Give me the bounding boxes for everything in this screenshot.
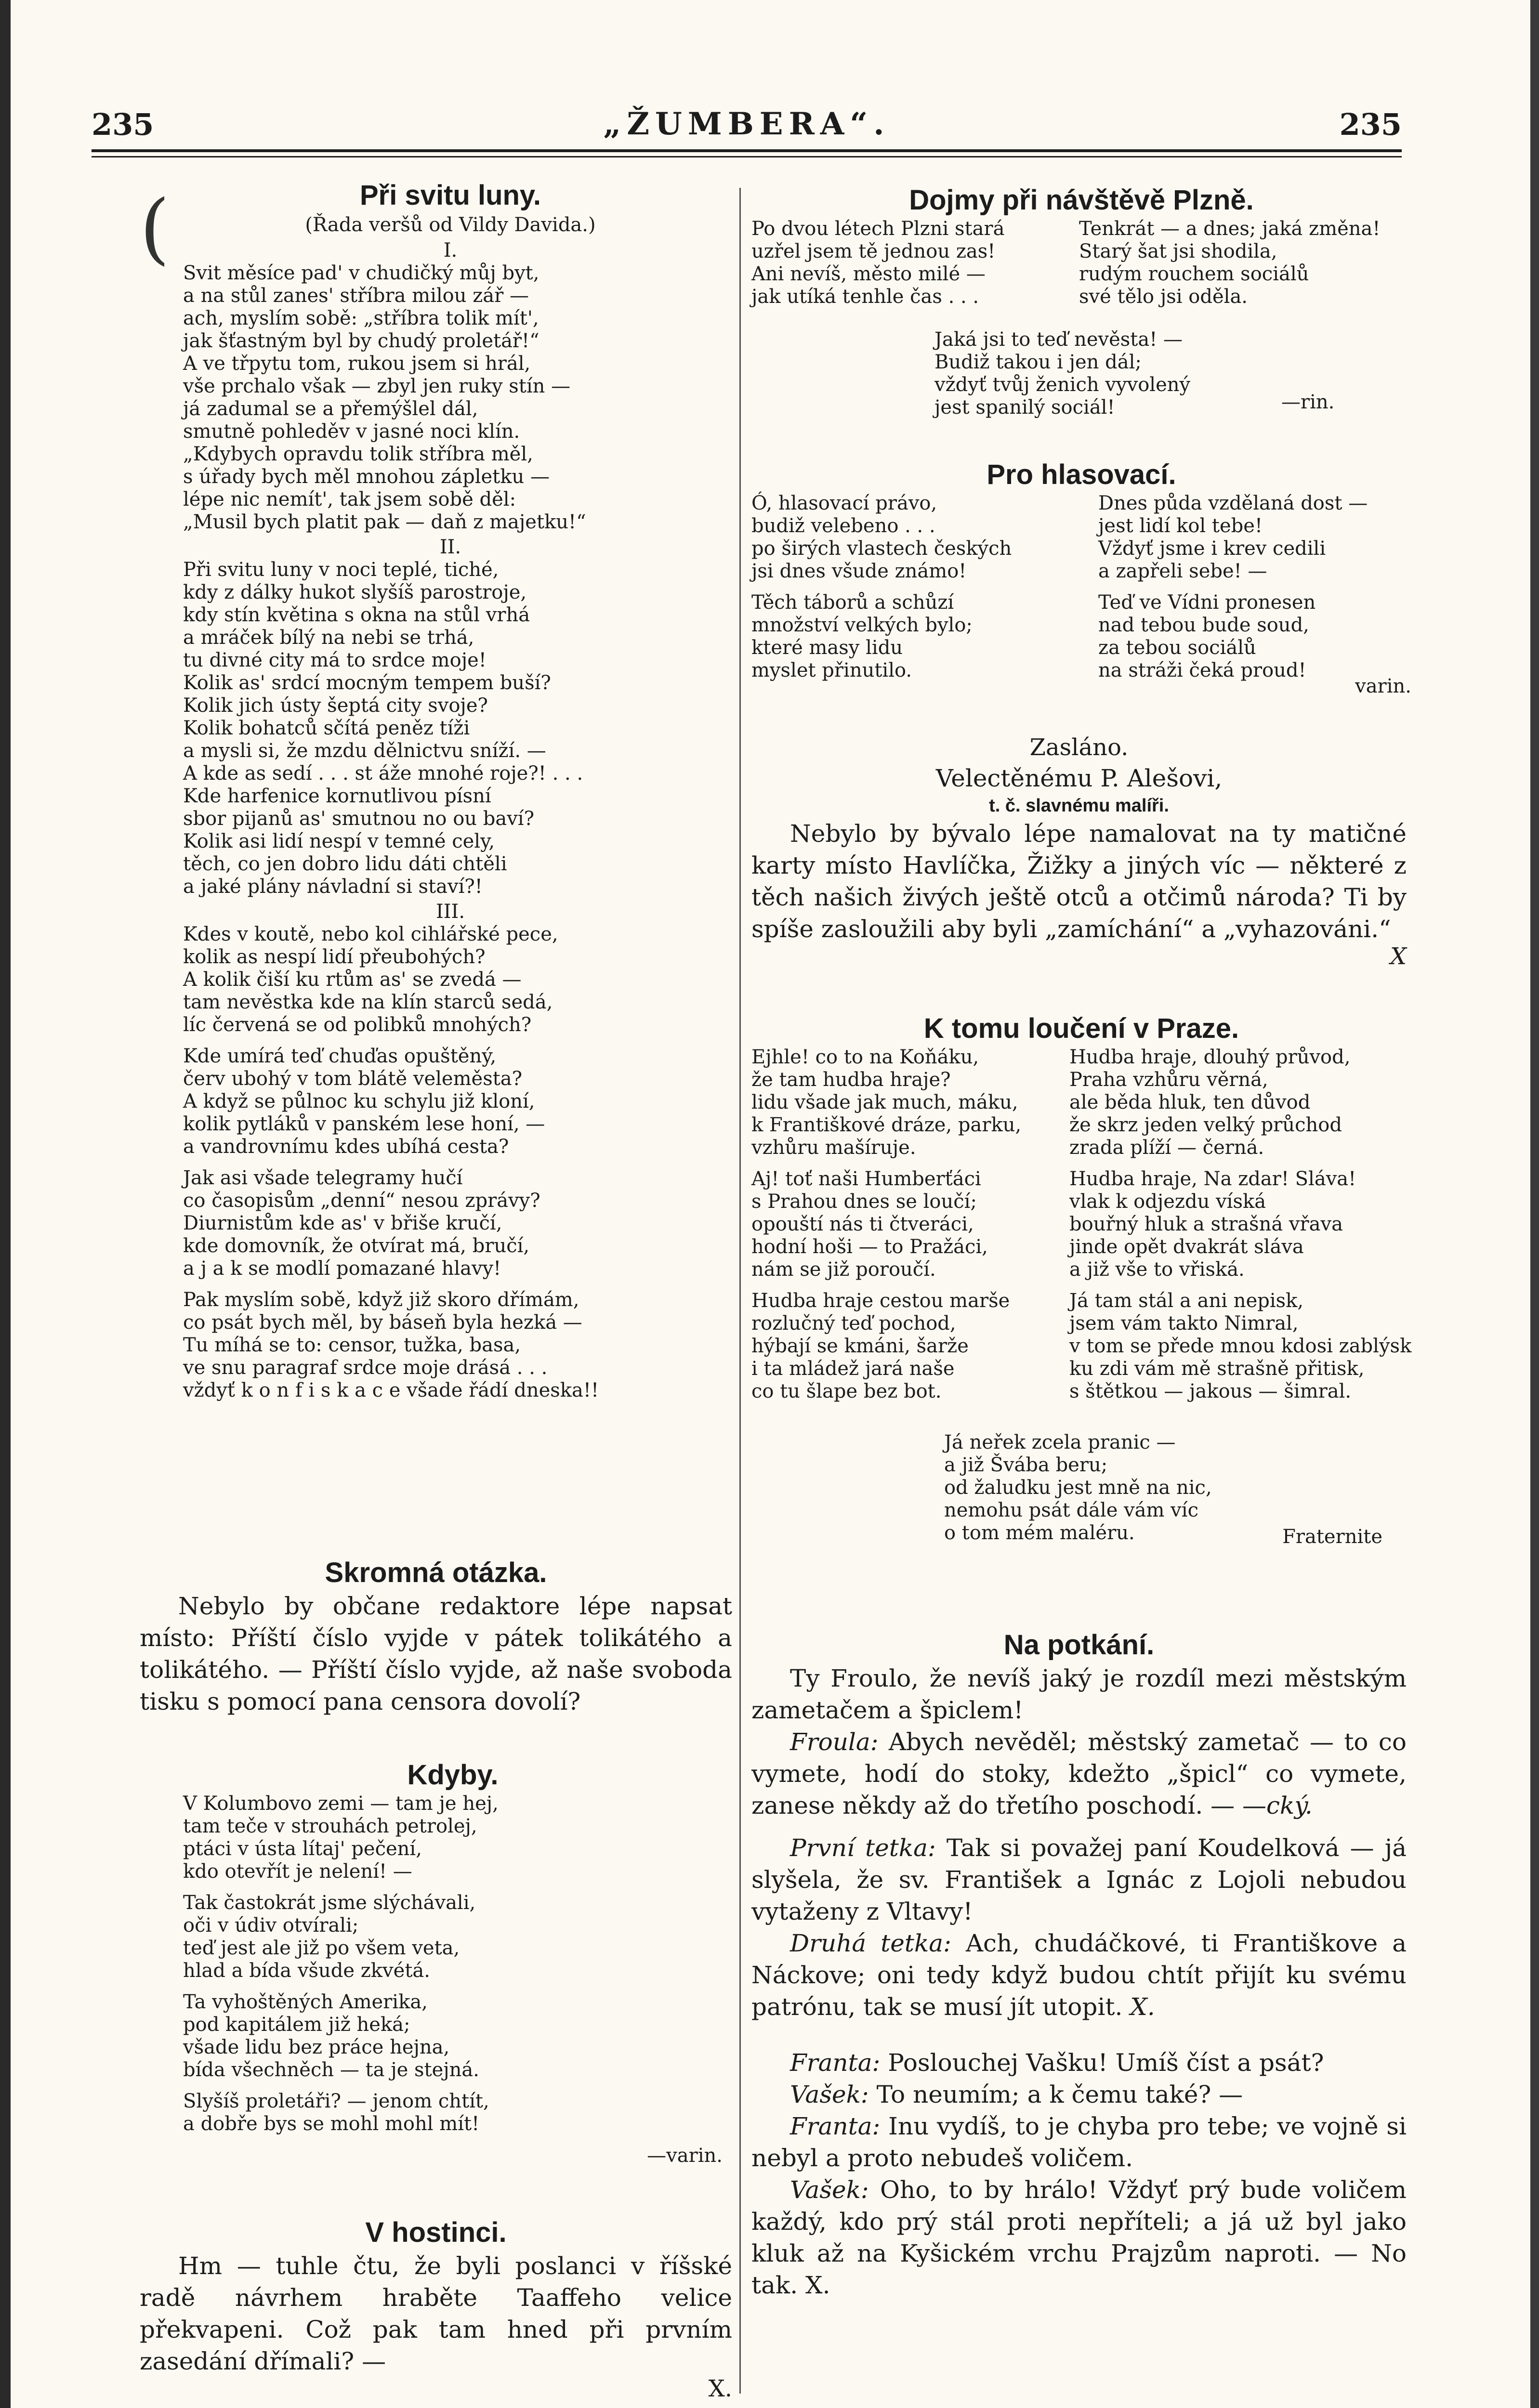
article-title: Skromná otázka. [325, 1557, 547, 1588]
poem-kdyby [183, 1758, 723, 2167]
stanza [751, 492, 1060, 583]
poem-line: Hudba hraje cestou marše [751, 1290, 1010, 1312]
poem-line: rudým rouchem sociálů [1079, 263, 1309, 285]
poem-line: Jaká jsi to teď nevěsta! — [934, 328, 1183, 351]
poem-line: a již Švába beru; [944, 1454, 1108, 1476]
stanza [183, 2090, 723, 2135]
poem-line: Kolik asi lidí nespí v temné cely, [183, 830, 495, 852]
poem-line: oči v údiv otvírali; [183, 1914, 359, 1937]
poem-line: kdy stín květina s okna na stůl vrhá [183, 604, 530, 626]
stanza [183, 1892, 723, 1982]
spacer [751, 2023, 1407, 2047]
poem-line: vlak k odjezdu víská [1069, 1191, 1266, 1213]
poem-line: uzřel jsem tě jednou zas! [751, 240, 996, 262]
dialogue-paragraph [751, 2174, 1407, 2301]
poem-line: V Kolumbovo zemi — tam je hej, [183, 1793, 499, 1815]
signature: X. [805, 2271, 830, 2299]
article-text: Hm — tuhle čtu, že byli poslanci v říšské radě návrhem hraběte Taaffeho velice překvapeni. Což pak tam hned při prvním zasedání dřímali? — [140, 2252, 732, 2375]
poem-line: A kolik čiší ku rtům as' se zvedá — [183, 968, 522, 991]
poem-line: jsem vám takto Nimral, [1069, 1312, 1299, 1335]
scan-edge-right [1530, 0, 1539, 2408]
poem-line: co tu šlape bez bot. [751, 1380, 942, 1402]
poem-line: Kolik as' srdcí mocným tempem buší? [183, 672, 551, 694]
signature: —rin. [1281, 391, 1335, 413]
poem-line: tu divné city má to srdce moje! [183, 649, 487, 671]
poem-line: že tam hudba hraje? [751, 1069, 951, 1091]
poem-line: ptáci v ústa lítaj' pečení, [183, 1838, 422, 1860]
signature: X. [708, 2375, 732, 2402]
stanza [944, 1431, 1233, 1544]
poem-line: za tebou sociálů [1098, 637, 1256, 659]
poem-line: Praha vzhůru věrná, [1069, 1069, 1268, 1091]
poem-subtitle: (Řada veršů od Vildy Davida.) [305, 214, 596, 236]
section-number: III. [435, 901, 465, 923]
poem-line: Kde umírá teď chuďas opuštěný, [183, 1045, 497, 1067]
poem-line: smutně pohleděv v jasné noci klín. [183, 420, 520, 443]
article-text: Nebylo by bývalo lépe namalovat na ty matičné karty místo Havlíčka, Žižky a jiných víc — některé z těch našich živých ještě otců a otčimů národa? Ti by spíše zasloužili aby byli „zamíchání“ a „vyhazováni.“ [751, 820, 1407, 943]
poem-line: Já neřek zcela pranic — [944, 1431, 1176, 1453]
poem-line: Jak asi všade telegramy hučí [183, 1167, 463, 1189]
left-column [183, 178, 718, 1411]
poem-line: Pak myslím sobě, když již skoro dřímám, [183, 1289, 579, 1311]
poem-line: ku zdi vám mě strašně přitisk, [1069, 1358, 1365, 1380]
poem-line: vždyť tvůj ženich vyvolený [934, 374, 1191, 396]
poem-line: vzhůru mašíruje. [751, 1137, 916, 1159]
poem-line: Diurnistům kde as' v břiše kručí, [183, 1212, 502, 1234]
dialogue-paragraph [751, 2047, 1407, 2079]
poem-line: v tom se přede mnou kdosi zablýsk [1069, 1335, 1412, 1357]
speaker: Froula: [790, 1728, 879, 1756]
poem-line: ale běda hluk, ten důvod [1069, 1091, 1311, 1113]
page-number-left: 235 [92, 107, 154, 142]
speaker: Franta: [790, 2049, 881, 2077]
poem-line: Svit měsíce pad' v chudičký můj byt, [183, 262, 539, 284]
poem-line: Po dvou létech Plzni stará [751, 218, 1005, 240]
header-rule-thin [92, 156, 1402, 157]
poem-line: Kdes v koutě, nebo kol cihlářské pece, [183, 923, 558, 945]
poem-line: Kde harfenice kornutlivou písní [183, 785, 491, 807]
poem-title: K tomu loučení v Praze. [923, 1013, 1239, 1044]
poem-line: Hudba hraje, dlouhý průvod, [1069, 1046, 1351, 1068]
poem-line: těch, co jen dobro lidu dáti chtěli [183, 853, 507, 875]
poem-line: kolik as nespí lidí přeubohých? [183, 946, 486, 968]
stanza [183, 1991, 723, 2081]
poem-line: k Františkové dráze, parku, [751, 1114, 1022, 1136]
poem-line: s štětkou — jakous — šimral. [1069, 1380, 1352, 1402]
stanza [183, 1289, 718, 1402]
poem-line: bída všechněch — ta je stejná. [183, 2059, 479, 2081]
dialogue-paragraph [751, 2110, 1407, 2174]
poem-column [1069, 1046, 1411, 1412]
dialogue-text: Poslouchej Vašku! Umíš číst a psát? [888, 2049, 1324, 2077]
spacer [751, 1821, 1407, 1832]
poem-line: Ani nevíš, město milé — [751, 263, 986, 285]
poem-line: Ta vyhoštěných Amerika, [183, 1991, 428, 2013]
poem-line: které masy lidu [751, 637, 903, 659]
article-v-hostinci [140, 2215, 732, 2400]
poem-line: že skrz jeden velký průchod [1069, 1114, 1342, 1136]
poem-line: a dobře bys se mohl mohl mít! [183, 2113, 480, 2135]
poem-line: myslet přinutilo. [751, 659, 912, 681]
poem-line: kolik pytláků v panském lese honí, — [183, 1113, 545, 1135]
scan-edge-left [0, 0, 11, 2408]
poem-line: jest spanilý sociál! [934, 396, 1115, 419]
masthead: „ŽUMBERA“. [603, 106, 890, 142]
poem-line: s Prahou dnes se loučí; [751, 1191, 977, 1213]
article-title: Na potkání. [1003, 1629, 1155, 1661]
poem-line: Těch táborů a schůzí [751, 591, 954, 614]
dialogue-text: Inu vydíš, to je chyba pro tebe; ve vojně si nebyl a proto nebudeš voličem. [751, 2112, 1407, 2172]
page-header [92, 101, 1402, 144]
poem-line: nad tebou bude soud, [1098, 614, 1309, 636]
dialogue-paragraph [751, 2079, 1407, 2110]
poem-line: i ta mládež jará naše [751, 1358, 955, 1380]
poem-pri-svitu-luny [183, 178, 718, 1402]
poem-line: Já tam stál a ani nepisk, [1069, 1290, 1304, 1312]
poem-line: a mráček bílý na nebi se trhá, [183, 627, 474, 649]
poem-line: zrada plíží — černá. [1069, 1137, 1264, 1159]
dialogue-text: To neumím; a k čemu také? — [876, 2081, 1243, 2108]
poem-line: a na stůl zanes' stříbra milou zář — [183, 285, 529, 307]
stanza [751, 1290, 1065, 1403]
poem-line: co časopisům „denní“ nesou zprávy? [183, 1190, 540, 1212]
poem-line: hodní hoši — to Pražáci, [751, 1236, 988, 1258]
poem-line: pod kapitálem již heká; [183, 2014, 410, 2036]
speaker: Druhá tetka: [790, 1929, 951, 1957]
poem-line: po širých vlastech českých [751, 537, 1012, 560]
poem-line: budiž velebeno . . . [751, 515, 935, 537]
poem-line: množství velkých bylo; [751, 614, 973, 636]
dialogue-paragraph [751, 1726, 1407, 1821]
speaker: Franta: [790, 2112, 881, 2140]
poem-line: vše prchalo však — zbyl jen ruky stín — [183, 375, 571, 397]
dialogue-text: Tak si považej paní Koudelková — já slyšela, že sv. František a Ignác z Lojoli nebudou vytaženy z Vltavy! [751, 1834, 1407, 1925]
stanza [183, 262, 718, 534]
signature: —varin. [647, 2145, 723, 2167]
poem-line: tam teče v strouhách petrolej, [183, 1815, 477, 1837]
poem-line: Hudba hraje, Na zdar! Sláva! [1069, 1168, 1356, 1190]
poem-line: kdo otevřít je nelení! — [183, 1860, 412, 1883]
stanza [183, 1045, 718, 1158]
poem-column [751, 1046, 1065, 1412]
poem-line: a vandrovnímu kdes ubíhá cesta? [183, 1136, 509, 1158]
poem-line: červ ubohý v tom blátě veleměsta? [183, 1068, 523, 1090]
poem-line: A ve třpytu tom, rukou jsem si hrál, [183, 353, 531, 375]
signature: varin. [1355, 675, 1411, 697]
poem-line: Slyšíš proletáři? — jenom chtít, [183, 2090, 489, 2112]
poem-dojmy [751, 183, 1411, 425]
poem-line: s úřady bych měl mnohou zápletku — [183, 466, 550, 488]
poem-line: hlad a bída všude zkvétá. [183, 1960, 430, 1982]
poem-line: od žaludku jest mně na nic, [944, 1477, 1212, 1499]
poem-line: nemohu psát dále vám víc [944, 1499, 1198, 1521]
section-number: II. [439, 536, 461, 558]
poem-line: Tenkrát — a dnes; jaká změna! [1079, 218, 1381, 240]
stanza [1069, 1290, 1411, 1403]
stanza [1079, 218, 1411, 308]
bracket-mark: ( [140, 183, 170, 273]
poem-line: „Kdybych opravdu tolik stříbra měl, [183, 443, 533, 465]
poem-line: ach, myslím sobě: „stříbra tolik mít', [183, 307, 539, 329]
poem-line: lidu všade jak much, máku, [751, 1091, 1018, 1113]
poem-line: jak šťastným byl by chudý proletář!“ [183, 330, 539, 352]
article-zaslano [751, 732, 1407, 968]
poem-line: jinde opět dvakrát sláva [1069, 1236, 1304, 1258]
poem-line: hýbají se kmáni, šarže [751, 1335, 969, 1357]
poem-line: Kolik jich ústy šeptá city svoje? [183, 694, 488, 717]
poem-pro-hlasovaci [751, 458, 1411, 714]
addressee: Velectěnému P. Alešovi, [935, 764, 1223, 792]
article-title: V hostinci. [365, 2217, 507, 2248]
poem-line: Při svitu luny v noci teplé, tiché, [183, 559, 499, 581]
article-title: Zasláno. [1029, 734, 1129, 761]
signature: X. [1130, 1993, 1155, 2021]
poem-line: rozlučný teď pochod, [751, 1312, 956, 1335]
poem-k-tomu-louceni [751, 1011, 1411, 1557]
stanza [1069, 1168, 1411, 1281]
addressee-title: t. č. slavnému malíři. [989, 796, 1169, 816]
column-divider [739, 188, 741, 2394]
stanza [1098, 492, 1411, 583]
poem-line: Starý šat jsi shodila, [1079, 240, 1277, 262]
article-skromna-otazka [140, 1556, 732, 1717]
poem-line: Tak častokrát jsme slýchávali, [183, 1892, 476, 1914]
stanza [751, 1046, 1065, 1159]
poem-line: bouřný hluk a strašná vřava [1069, 1213, 1343, 1235]
poem-line: teď jest ale již po všem veta, [183, 1937, 460, 1959]
poem-line: jest lidí kol tebe! [1098, 515, 1263, 537]
poem-line: Budiž takou i jen dál; [934, 351, 1142, 373]
stanza [183, 559, 718, 898]
poem-line: A když se půlnoc ku schylu již kloní, [183, 1090, 535, 1112]
poem-line: Teď ve Vídni pronesen [1098, 591, 1316, 614]
poem-line: své tělo jsi oděla. [1079, 286, 1248, 308]
stanza [751, 218, 1069, 308]
poem-line: Kolik bohatců sčítá peněz tíži [183, 717, 470, 739]
poem-title: Pro hlasovací. [987, 459, 1176, 490]
poem-line: o tom mém maléru. [944, 1522, 1135, 1544]
poem-line: líc červená se od polibků mnohých? [183, 1014, 532, 1036]
signature: Fraternite [1282, 1526, 1382, 1548]
poem-line: já zadumal se a přemýšlel dál, [183, 398, 478, 420]
poem-line: kde domovník, že otvírat má, bručí, [183, 1235, 530, 1257]
poem-line: všade lidu bez práce hejna, [183, 2036, 450, 2058]
poem-title: Dojmy při návštěvě Plzně. [909, 184, 1254, 216]
speaker: Vašek: [790, 2176, 869, 2204]
page-number-right: 235 [1339, 107, 1402, 142]
poem-line: Vždyť jsme i krev cedili [1098, 537, 1326, 560]
poem-line: jsi dnes všude známo! [751, 560, 967, 582]
poem-line: tam nevěstka kde na klín starců sedá, [183, 991, 553, 1013]
paragraph: Ty Froulo, že nevíš jaký je rozdíl mezi městským zametačem a špiclem! [751, 1664, 1407, 1724]
header-rule [92, 149, 1402, 152]
poem-line: ve snu paragraf srdce moje drásá . . . [183, 1357, 548, 1379]
poem-title: Kdyby. [407, 1759, 499, 1791]
signature: X [1390, 943, 1407, 970]
poem-line: a j a k se modlí pomazané hlavy! [183, 1257, 501, 1280]
poem-line: kdy z dálky hukot slyšíš parostroje, [183, 581, 527, 603]
poem-line: na stráži čeká proud! [1098, 659, 1306, 681]
poem-line: lépe nic nemít', tak jsem sobě děl: [183, 488, 516, 510]
poem-line: a mysli si, že mzdu dělnictvu sníží. — [183, 740, 546, 762]
poem-line: Tu míhá se to: censor, tužka, basa, [183, 1334, 521, 1356]
signature: —cký. [1242, 1792, 1313, 1819]
dialogue-paragraph [751, 1832, 1407, 1927]
article-text: Nebylo by občane redaktore lépe napsat místo: Příští číslo vyjde v pátek tolikátého a tolikátého. — Příští číslo vyjde, až naše svoboda tisku s pomocí pana censora dovolí? [140, 1592, 732, 1715]
poem-line: A kde as sedí . . . st áže mnohé roje?! . . . [183, 762, 583, 785]
dialogue-text: Abych nevěděl; městský zametač — to co vymete, hodí do stoky, kdežto „špicl“ co vymete, zanese někdy až do třetího poschodí. — [751, 1728, 1407, 1819]
stanza [1098, 591, 1411, 682]
speaker: Vašek: [790, 2081, 869, 2108]
poem-line: co psát bych měl, by báseň byla hezká — [183, 1311, 582, 1334]
poem-line: Dnes půda vzdělaná dost — [1098, 492, 1368, 514]
dialogue-text: Ach, chudáčkové, ti Františkove a Náckove; oni tedy když budou chtít přijít ku svému patrónu, tak se musí jít utopit. [751, 1929, 1407, 2021]
speaker: První tetka: [790, 1834, 936, 1862]
poem-title: Při svitu luny. [359, 180, 541, 211]
stanza [751, 1168, 1065, 1281]
dialogue-text: Oho, to by hrálo! Vždyť prý bude voličem každý, kdo prý stál proti nepříteli; a já už byl jako kluk až na Kyšickém vrchu Prajzům naproti. — No tak. [751, 2176, 1407, 2299]
poem-line: „Musil bych platit pak — daň z majetku!“ [183, 511, 586, 533]
poem-line: a již vše to vřiská. [1069, 1258, 1245, 1281]
stanza [1069, 1046, 1411, 1159]
stanza [934, 328, 1223, 419]
poem-line: opouští nás ti čtveráci, [751, 1213, 974, 1235]
poem-line: jak utíká tenhle čas . . . [751, 286, 979, 308]
poem-column [1098, 492, 1411, 691]
poem-column [751, 492, 1060, 691]
poem-line: vždyť k o n f i s k a c e všade řádí dneska!! [183, 1379, 599, 1401]
poem-line: Aj! toť naši Humberťáci [751, 1168, 981, 1190]
poem-line: sbor pijanů as' smutnou no ou baví? [183, 808, 535, 830]
poem-line: Ó, hlasovací právo, [751, 492, 937, 514]
poem-line: a jaké plány návladní si staví?! [183, 876, 483, 898]
stanza [183, 1793, 723, 1883]
section-number: I. [443, 239, 458, 262]
poem-line: a zapřeli sebe! — [1098, 560, 1267, 582]
article-na-potkani [751, 1628, 1407, 2301]
dialogue-paragraph [751, 1927, 1407, 2023]
stanza [183, 923, 718, 1036]
stanza [751, 591, 1060, 682]
stanza [183, 1167, 718, 1280]
poem-line: nám se již poroučí. [751, 1258, 936, 1281]
poem-line: Ejhle! co to na Koňáku, [751, 1046, 979, 1068]
